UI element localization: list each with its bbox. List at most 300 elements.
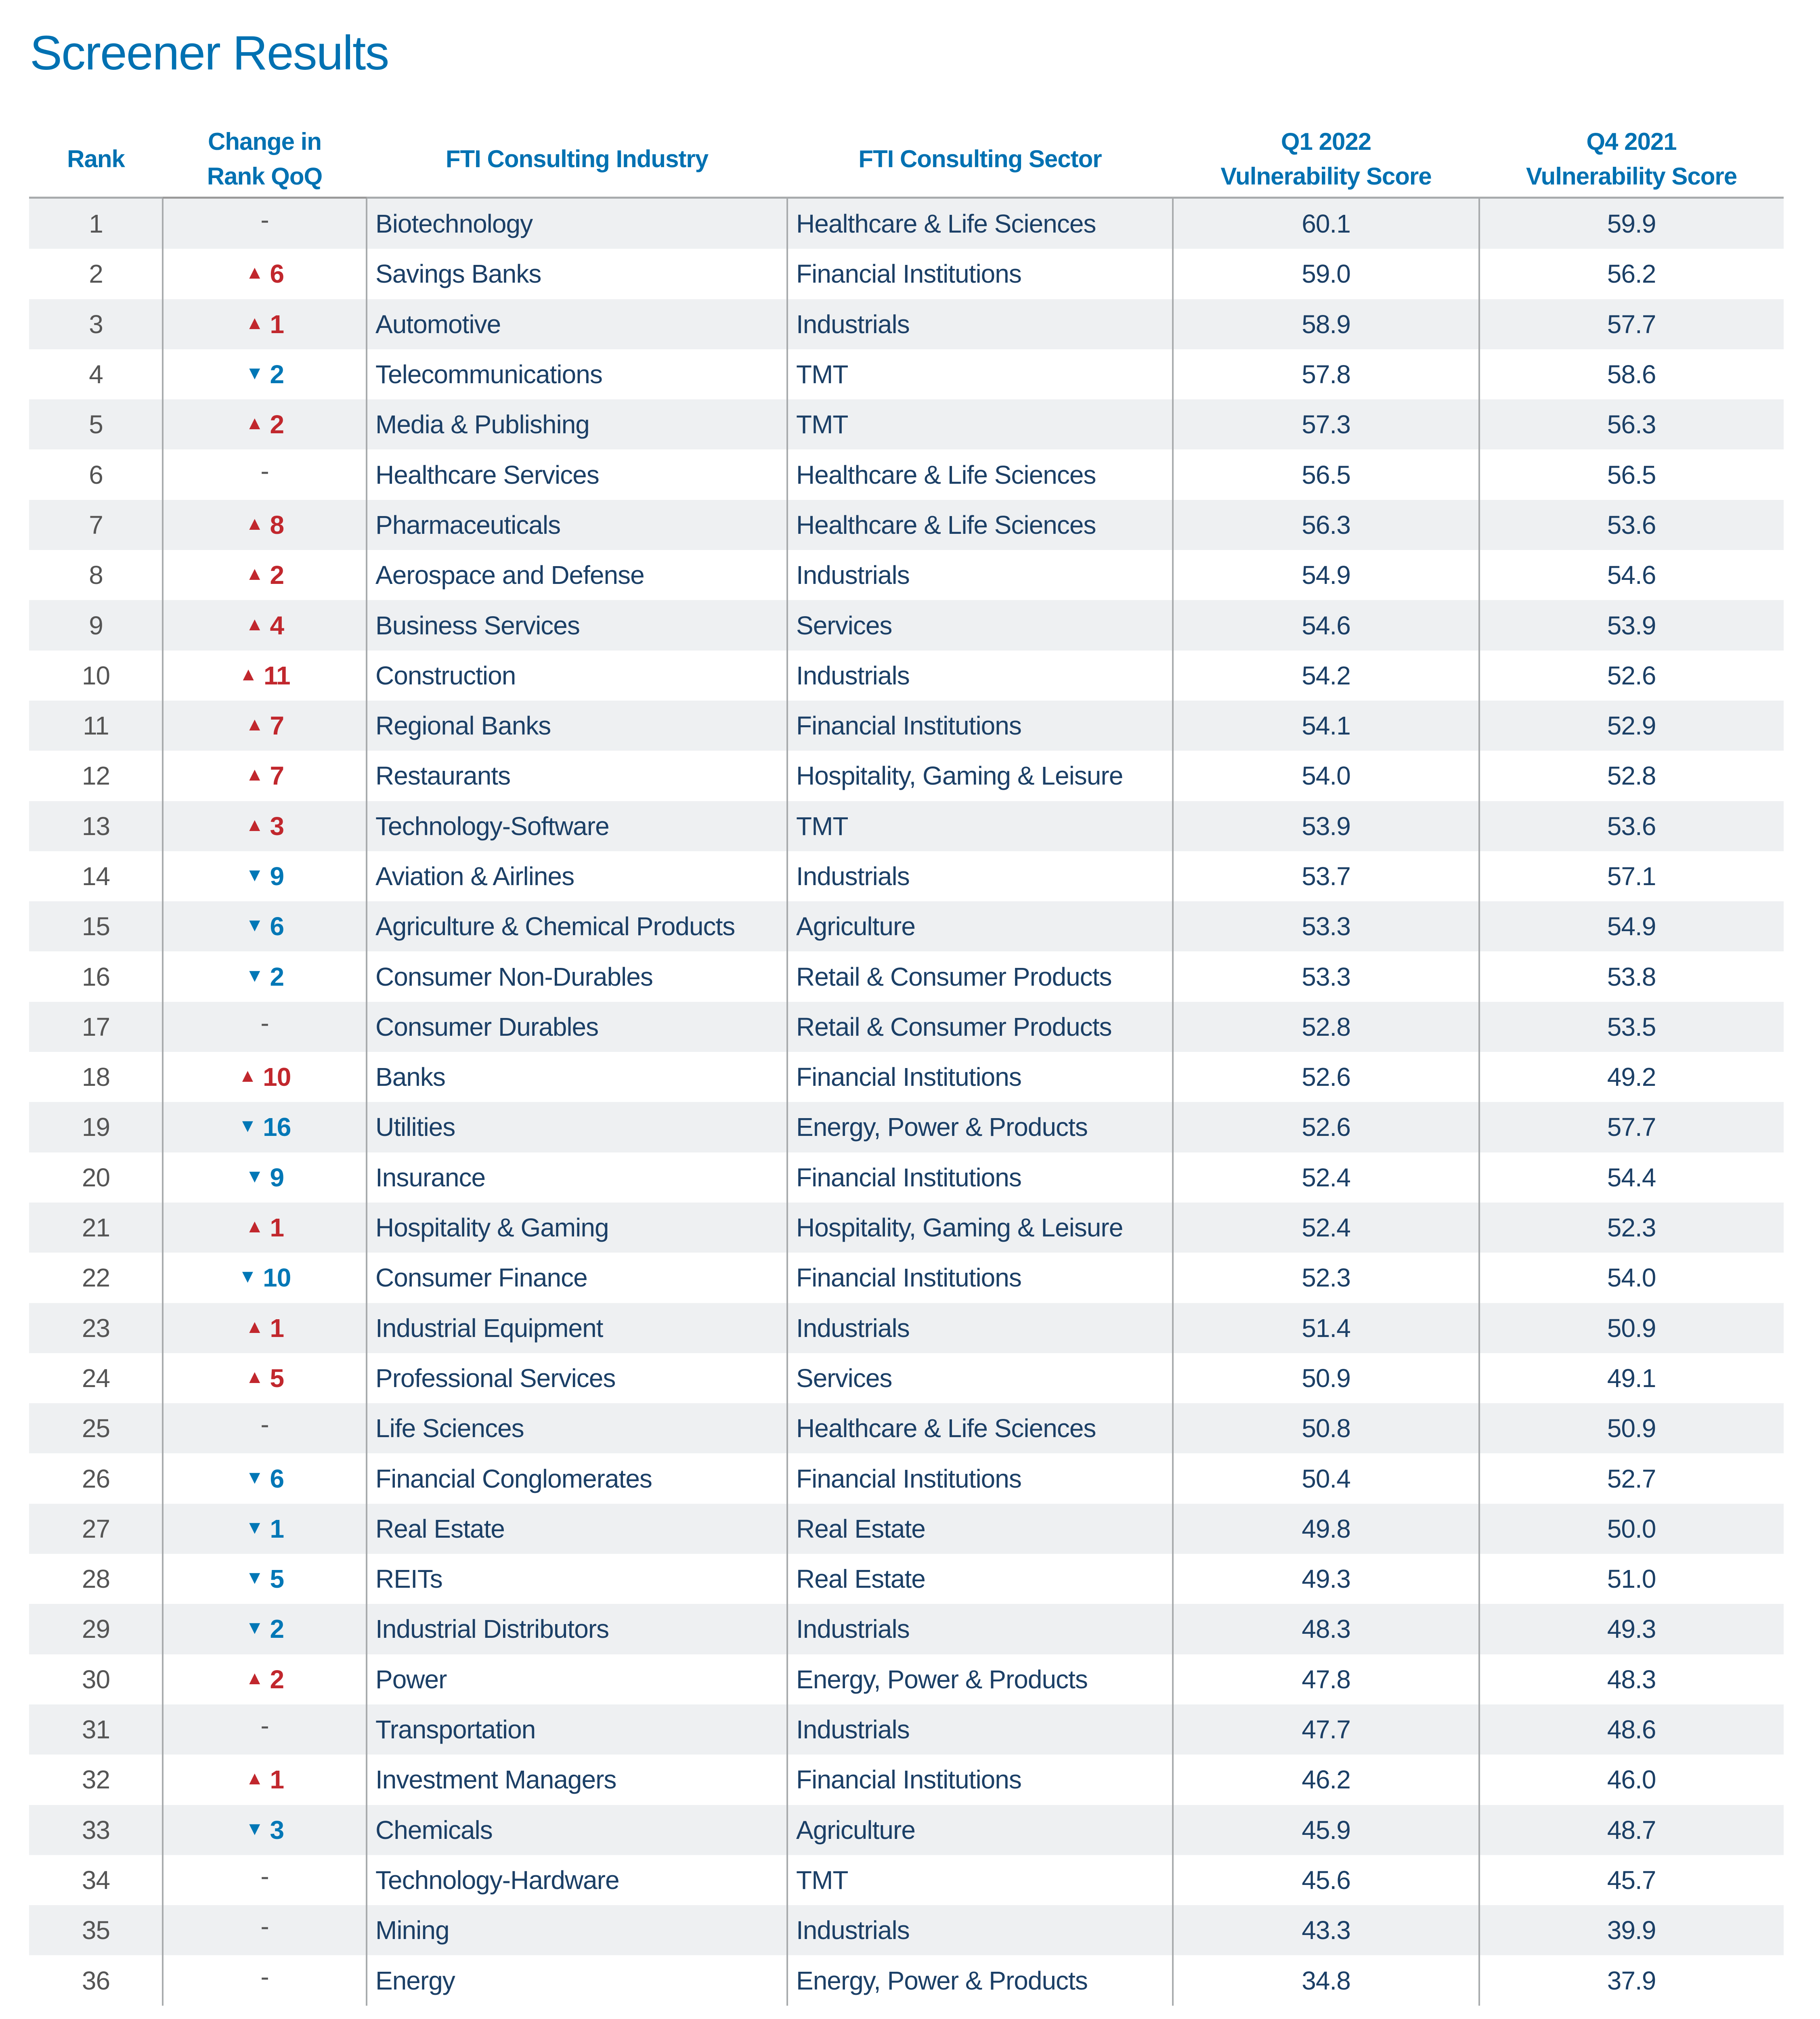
table-row[interactable]	[29, 851, 1784, 901]
q4-2021-score-cell: 48.3	[1607, 1664, 1656, 1694]
rank-change-cell	[163, 751, 367, 801]
table-row[interactable]	[29, 399, 1784, 449]
rank-change-value: 3	[270, 1815, 284, 1845]
industry-cell: Energy	[375, 1966, 455, 1995]
q1-2022-score-cell: 47.8	[1302, 1664, 1350, 1694]
rank-change-value: 11	[263, 661, 290, 690]
rank-cell: 23	[82, 1313, 110, 1343]
q1-2022-score-cell: 54.6	[1302, 611, 1350, 640]
table-row[interactable]	[29, 1855, 1784, 1905]
rank-change-cell	[163, 701, 367, 751]
q4-2021-score-cell: 37.9	[1607, 1966, 1656, 1995]
rank-change-value: 1	[270, 1213, 284, 1242]
q4-2021-score-cell: 56.2	[1607, 259, 1656, 289]
industry-cell: Biotechnology	[375, 209, 533, 239]
header-q4-line1: Q4 2021	[1586, 128, 1677, 155]
rank-change-value: 9	[270, 862, 284, 891]
rank-change-cell	[163, 1353, 367, 1403]
q1-2022-score-cell: 52.4	[1302, 1213, 1350, 1242]
rank-cell: 34	[82, 1865, 110, 1895]
table-row[interactable]	[29, 1504, 1784, 1554]
q4-2021-score-cell: 50.9	[1607, 1313, 1656, 1343]
table-row[interactable]	[29, 751, 1784, 801]
sector-cell: Healthcare & Life Sciences	[796, 1414, 1096, 1443]
industry-cell: Transportation	[375, 1715, 536, 1744]
rank-cell: 8	[89, 560, 103, 590]
sector-cell: Energy, Power & Products	[796, 1112, 1088, 1142]
header-q4-line2: Vulnerability Score	[1526, 162, 1737, 190]
table-row[interactable]	[29, 1152, 1784, 1203]
rank-change-cell	[163, 1152, 367, 1203]
industry-cell: Real Estate	[375, 1514, 505, 1543]
industry-cell: Automotive	[375, 309, 501, 339]
rank-cell: 31	[82, 1715, 110, 1744]
table-row[interactable]	[29, 1102, 1784, 1152]
q4-2021-score-cell: 57.7	[1607, 1112, 1656, 1142]
triangle-up-icon: ▲	[245, 1215, 264, 1237]
rank-change-cell	[163, 249, 367, 299]
rank-change-value: 5	[270, 1363, 284, 1393]
table-row[interactable]	[29, 1052, 1784, 1102]
q1-2022-score-cell: 46.2	[1302, 1765, 1350, 1794]
header-sector[interactable]	[787, 121, 1173, 197]
triangle-up-icon: ▲	[245, 512, 264, 534]
rank-change-cell	[163, 1303, 367, 1353]
q4-2021-score-cell: 50.9	[1607, 1414, 1656, 1443]
industry-cell: Media & Publishing	[375, 410, 589, 439]
q4-2021-score-cell: 53.8	[1607, 962, 1656, 991]
q4-2021-score-cell: 48.7	[1607, 1815, 1656, 1845]
sector-cell: Financial Institutions	[796, 1263, 1021, 1293]
rank-cell: 35	[82, 1916, 110, 1945]
sector-cell: Agriculture	[796, 1815, 915, 1845]
rank-change-cell	[163, 851, 367, 901]
table-row[interactable]	[29, 651, 1784, 701]
triangle-up-icon: ▲	[245, 1767, 264, 1789]
rank-change-cell	[163, 1905, 367, 1955]
q1-2022-score-cell: 52.8	[1302, 1012, 1350, 1041]
industry-cell: Pharmaceuticals	[375, 510, 561, 539]
table-row[interactable]	[29, 1704, 1784, 1755]
q1-2022-score-cell: 52.6	[1302, 1062, 1350, 1092]
q1-2022-score-cell: 58.9	[1302, 309, 1350, 339]
rank-change-value: 3	[270, 811, 284, 841]
q1-2022-score-cell: 59.0	[1302, 259, 1350, 289]
rank-cell: 3	[89, 309, 103, 339]
q4-2021-score-cell: 56.3	[1607, 410, 1656, 439]
table-row[interactable]	[29, 1403, 1784, 1453]
triangle-up-icon: ▲	[245, 312, 264, 333]
rank-cell: 26	[82, 1464, 110, 1493]
rank-change-cell	[163, 349, 367, 399]
rank-change-cell	[163, 1554, 367, 1604]
screener-table	[29, 121, 1784, 2006]
column-divider	[162, 199, 164, 2006]
rank-change-value: 8	[270, 510, 284, 539]
table-row[interactable]	[29, 1755, 1784, 1805]
rank-change-cell	[163, 1654, 367, 1704]
sector-cell: Financial Institutions	[796, 1163, 1021, 1192]
industry-cell: Aerospace and Defense	[375, 560, 644, 590]
industry-cell: Hospitality & Gaming	[375, 1213, 609, 1242]
table-row[interactable]	[29, 600, 1784, 650]
industry-cell: Banks	[375, 1062, 445, 1092]
rank-change-cell	[163, 600, 367, 650]
table-header	[29, 121, 1784, 199]
sector-cell: TMT	[796, 1865, 848, 1895]
rank-change-cell	[163, 1002, 367, 1052]
industry-cell: Industrial Equipment	[375, 1313, 603, 1343]
rank-change-value: -	[260, 1711, 269, 1740]
industry-cell: Restaurants	[375, 761, 511, 791]
rank-change-cell	[163, 1805, 367, 1855]
rank-change-cell	[163, 1052, 367, 1102]
table-row[interactable]	[29, 701, 1784, 751]
sector-cell: Industrials	[796, 1715, 910, 1744]
q1-2022-score-cell: 53.3	[1302, 912, 1350, 941]
sector-cell: Industrials	[796, 862, 910, 891]
q4-2021-score-cell: 53.9	[1607, 611, 1656, 640]
rank-cell: 36	[82, 1966, 110, 1995]
column-divider	[1172, 199, 1174, 2006]
sector-cell: Industrials	[796, 1614, 910, 1644]
sector-cell: TMT	[796, 410, 848, 439]
q1-2022-score-cell: 57.3	[1302, 410, 1350, 439]
table-row[interactable]	[29, 1955, 1784, 2005]
q4-2021-score-cell: 54.4	[1607, 1163, 1656, 1192]
q4-2021-score-cell: 50.0	[1607, 1514, 1656, 1543]
industry-cell: Consumer Non-Durables	[375, 962, 653, 991]
rank-change-value: 9	[270, 1163, 284, 1192]
q4-2021-score-cell: 57.1	[1607, 862, 1656, 891]
q4-2021-score-cell: 52.8	[1607, 761, 1656, 791]
rank-change-cell	[163, 1704, 367, 1755]
rank-change-value: 2	[270, 410, 284, 439]
rank-cell: 10	[82, 661, 110, 690]
rank-cell: 25	[82, 1414, 110, 1443]
triangle-up-icon: ▲	[245, 764, 264, 785]
q1-2022-score-cell: 50.4	[1302, 1464, 1350, 1493]
rank-change-value: 5	[270, 1564, 284, 1594]
q1-2022-score-cell: 54.1	[1302, 711, 1350, 741]
table-row[interactable]	[29, 449, 1784, 500]
table-row[interactable]	[29, 299, 1784, 349]
q1-2022-score-cell: 56.3	[1302, 510, 1350, 539]
rank-cell: 32	[82, 1765, 110, 1794]
rank-change-value: -	[260, 1962, 269, 1991]
rank-cell: 20	[82, 1163, 110, 1192]
header-rank-label: Rank	[67, 145, 125, 172]
rank-change-value: -	[260, 1008, 269, 1037]
rank-cell: 19	[82, 1112, 110, 1142]
table-row[interactable]	[29, 951, 1784, 1001]
rank-cell: 28	[82, 1564, 110, 1594]
table-row[interactable]	[29, 1303, 1784, 1353]
q1-2022-score-cell: 52.6	[1302, 1112, 1350, 1142]
rank-change-cell	[163, 901, 367, 951]
sector-cell: Industrials	[796, 560, 910, 590]
table-row[interactable]	[29, 249, 1784, 299]
triangle-down-icon: ▼	[245, 964, 264, 986]
q1-2022-score-cell: 47.7	[1302, 1715, 1350, 1744]
triangle-down-icon: ▼	[245, 1617, 264, 1638]
industry-cell: Life Sciences	[375, 1414, 524, 1443]
triangle-up-icon: ▲	[239, 663, 257, 684]
header-q1-line1: Q1 2022	[1281, 128, 1371, 155]
q4-2021-score-cell: 51.0	[1607, 1564, 1656, 1594]
header-sector-label: FTI Consulting Sector	[858, 145, 1102, 172]
table-row[interactable]	[29, 1604, 1784, 1654]
table-row[interactable]	[29, 1654, 1784, 1704]
sector-cell: Real Estate	[796, 1564, 925, 1594]
rank-cell: 33	[82, 1815, 110, 1845]
column-divider	[366, 199, 367, 2006]
q1-2022-score-cell: 52.3	[1302, 1263, 1350, 1293]
sector-cell: Healthcare & Life Sciences	[796, 460, 1096, 489]
industry-cell: Healthcare Services	[375, 460, 599, 489]
table-row[interactable]	[29, 1554, 1784, 1604]
industry-cell: Telecommunications	[375, 360, 602, 389]
q4-2021-score-cell: 49.2	[1607, 1062, 1656, 1092]
sector-cell: Financial Institutions	[796, 259, 1021, 289]
rank-change-cell	[163, 1855, 367, 1905]
rank-change-value: 2	[270, 360, 284, 389]
industry-cell: Industrial Distributors	[375, 1614, 609, 1644]
triangle-down-icon: ▼	[245, 1165, 264, 1186]
column-divider	[1478, 199, 1480, 2006]
rank-change-value: 2	[270, 1664, 284, 1694]
sector-cell: Industrials	[796, 661, 910, 690]
rank-change-value: -	[260, 1861, 269, 1891]
rank-change-value: -	[260, 456, 269, 485]
rank-change-cell	[163, 1755, 367, 1805]
sector-cell: Financial Institutions	[796, 1765, 1021, 1794]
header-rank[interactable]	[29, 121, 163, 197]
table-row[interactable]	[29, 550, 1784, 600]
q1-2022-score-cell: 53.9	[1302, 811, 1350, 841]
q1-2022-score-cell: 54.0	[1302, 761, 1350, 791]
rank-change-value: -	[260, 1912, 269, 1941]
q4-2021-score-cell: 48.6	[1607, 1715, 1656, 1744]
table-row[interactable]	[29, 199, 1784, 249]
rank-change-cell	[163, 951, 367, 1001]
rank-change-value: -	[260, 205, 269, 235]
q1-2022-score-cell: 50.8	[1302, 1414, 1350, 1443]
triangle-down-icon: ▼	[238, 1266, 257, 1287]
rank-cell: 21	[82, 1213, 110, 1242]
rank-change-value: 7	[270, 761, 284, 791]
rank-cell: 14	[82, 862, 110, 891]
triangle-down-icon: ▼	[245, 864, 264, 885]
industry-cell: Insurance	[375, 1163, 486, 1192]
table-row[interactable]	[29, 1203, 1784, 1253]
sector-cell: Retail & Consumer Products	[796, 962, 1112, 991]
rank-change-value: 1	[270, 1765, 284, 1794]
triangle-up-icon: ▲	[245, 613, 264, 634]
rank-change-cell	[163, 1955, 367, 2005]
rank-change-value: 4	[270, 611, 284, 640]
q4-2021-score-cell: 45.7	[1607, 1865, 1656, 1895]
industry-cell: Savings Banks	[375, 259, 541, 289]
sector-cell: TMT	[796, 360, 848, 389]
table-row[interactable]	[29, 1905, 1784, 1955]
table-row[interactable]	[29, 1353, 1784, 1403]
q4-2021-score-cell: 56.5	[1607, 460, 1656, 489]
q1-2022-score-cell: 45.9	[1302, 1815, 1350, 1845]
q1-2022-score-cell: 49.8	[1302, 1514, 1350, 1543]
rank-change-value: 2	[270, 560, 284, 590]
q1-2022-score-cell: 53.3	[1302, 962, 1350, 991]
industry-cell: Investment Managers	[375, 1765, 616, 1794]
rank-change-value: -	[260, 1410, 269, 1439]
q1-2022-score-cell: 54.9	[1302, 560, 1350, 590]
triangle-down-icon: ▼	[238, 1115, 257, 1136]
rank-change-cell	[163, 1203, 367, 1253]
triangle-up-icon: ▲	[238, 1065, 257, 1086]
triangle-down-icon: ▼	[245, 1466, 264, 1488]
q4-2021-score-cell: 53.6	[1607, 811, 1656, 841]
rank-change-value: 6	[270, 1464, 284, 1493]
rank-cell: 13	[82, 811, 110, 841]
rank-change-value: 1	[270, 309, 284, 339]
rank-cell: 15	[82, 912, 110, 941]
q1-2022-score-cell: 52.4	[1302, 1163, 1350, 1192]
triangle-up-icon: ▲	[245, 1316, 264, 1337]
industry-cell: Technology-Software	[375, 811, 609, 841]
rank-change-cell	[163, 1453, 367, 1503]
rank-change-value: 6	[270, 912, 284, 941]
header-q4-score[interactable]	[1479, 121, 1784, 197]
triangle-down-icon: ▼	[245, 914, 264, 936]
rank-cell: 9	[89, 611, 103, 640]
sector-cell: Industrials	[796, 309, 910, 339]
header-change-line1: Change in	[208, 128, 321, 155]
q4-2021-score-cell: 54.0	[1607, 1263, 1656, 1293]
sector-cell: Agriculture	[796, 912, 915, 941]
rank-cell: 2	[89, 259, 103, 289]
rank-change-value: 10	[263, 1062, 291, 1092]
triangle-up-icon: ▲	[245, 412, 264, 434]
rank-cell: 4	[89, 360, 103, 389]
header-q1-score[interactable]	[1173, 121, 1479, 197]
rank-change-cell	[163, 651, 367, 701]
table-row[interactable]	[29, 1805, 1784, 1855]
industry-cell: Professional Services	[375, 1363, 616, 1393]
rank-cell: 18	[82, 1062, 110, 1092]
rank-change-cell	[163, 1102, 367, 1152]
sector-cell: Real Estate	[796, 1514, 925, 1543]
sector-cell: Healthcare & Life Sciences	[796, 510, 1096, 539]
industry-cell: Agriculture & Chemical Products	[375, 912, 735, 941]
industry-cell: Aviation & Airlines	[375, 862, 575, 891]
header-change[interactable]	[163, 121, 367, 199]
table-row[interactable]	[29, 801, 1784, 851]
q4-2021-score-cell: 59.9	[1607, 209, 1656, 239]
q4-2021-score-cell: 39.9	[1607, 1916, 1656, 1945]
table-row[interactable]	[29, 1253, 1784, 1303]
triangle-down-icon: ▼	[245, 362, 264, 384]
rank-change-cell	[163, 1604, 367, 1654]
rank-change-value: 1	[270, 1514, 284, 1543]
q4-2021-score-cell: 52.3	[1607, 1213, 1656, 1242]
table-row[interactable]	[29, 1453, 1784, 1503]
rank-change-cell	[163, 500, 367, 550]
triangle-down-icon: ▼	[245, 1567, 264, 1588]
q1-2022-score-cell: 34.8	[1302, 1966, 1350, 1995]
sector-cell: Financial Institutions	[796, 1062, 1021, 1092]
rank-cell: 1	[89, 209, 103, 239]
rank-change-value: 2	[270, 1614, 284, 1644]
table-row[interactable]	[29, 349, 1784, 399]
industry-cell: REITs	[375, 1564, 442, 1594]
rank-change-cell	[163, 1253, 367, 1303]
rank-change-cell	[163, 801, 367, 851]
industry-cell: Utilities	[375, 1112, 455, 1142]
rank-cell: 30	[82, 1664, 110, 1694]
industry-cell: Technology-Hardware	[375, 1865, 619, 1895]
q4-2021-score-cell: 54.9	[1607, 912, 1656, 941]
q4-2021-score-cell: 46.0	[1607, 1765, 1656, 1794]
sector-cell: Financial Institutions	[796, 711, 1021, 741]
triangle-up-icon: ▲	[245, 1366, 264, 1387]
table-row[interactable]	[29, 500, 1784, 550]
rank-change-cell	[163, 299, 367, 349]
header-industry-label: FTI Consulting Industry	[445, 145, 709, 172]
q1-2022-score-cell: 48.3	[1302, 1614, 1350, 1644]
triangle-down-icon: ▼	[245, 1818, 264, 1839]
industry-cell: Mining	[375, 1916, 449, 1945]
rank-cell: 22	[82, 1263, 110, 1293]
q4-2021-score-cell: 52.6	[1607, 661, 1656, 690]
header-industry[interactable]	[367, 121, 787, 197]
triangle-up-icon: ▲	[245, 563, 264, 584]
page-title: Screener Results	[30, 26, 389, 80]
triangle-up-icon: ▲	[245, 814, 264, 835]
rank-cell: 17	[82, 1012, 110, 1041]
rank-change-value: 1	[270, 1313, 284, 1343]
table-row[interactable]	[29, 1002, 1784, 1052]
q1-2022-score-cell: 43.3	[1302, 1916, 1350, 1945]
header-q1-line2: Vulnerability Score	[1220, 162, 1432, 190]
rank-cell: 7	[89, 510, 103, 539]
table-row[interactable]	[29, 901, 1784, 951]
q1-2022-score-cell: 49.3	[1302, 1564, 1350, 1594]
q1-2022-score-cell: 54.2	[1302, 661, 1350, 690]
rank-change-cell	[163, 1504, 367, 1554]
industry-cell: Consumer Finance	[375, 1263, 587, 1293]
sector-cell: Retail & Consumer Products	[796, 1012, 1112, 1041]
rank-cell: 24	[82, 1363, 110, 1393]
table-body	[29, 199, 1784, 2006]
triangle-up-icon: ▲	[245, 714, 264, 735]
sector-cell: Industrials	[796, 1313, 910, 1343]
rank-cell: 16	[82, 962, 110, 991]
sector-cell: Hospitality, Gaming & Leisure	[796, 1213, 1123, 1242]
rank-change-cell	[163, 1403, 367, 1453]
rank-change-cell	[163, 449, 367, 500]
q4-2021-score-cell: 54.6	[1607, 560, 1656, 590]
q4-2021-score-cell: 58.6	[1607, 360, 1656, 389]
rank-change-value: 2	[270, 962, 284, 991]
rank-change-value: 10	[263, 1263, 291, 1293]
header-change-line2: Rank QoQ	[207, 162, 323, 190]
sector-cell: Healthcare & Life Sciences	[796, 209, 1096, 239]
rank-cell: 12	[82, 761, 110, 791]
rank-change-cell	[163, 550, 367, 600]
sector-cell: TMT	[796, 811, 848, 841]
rank-cell: 29	[82, 1614, 110, 1644]
sector-cell: Energy, Power & Products	[796, 1966, 1088, 1995]
